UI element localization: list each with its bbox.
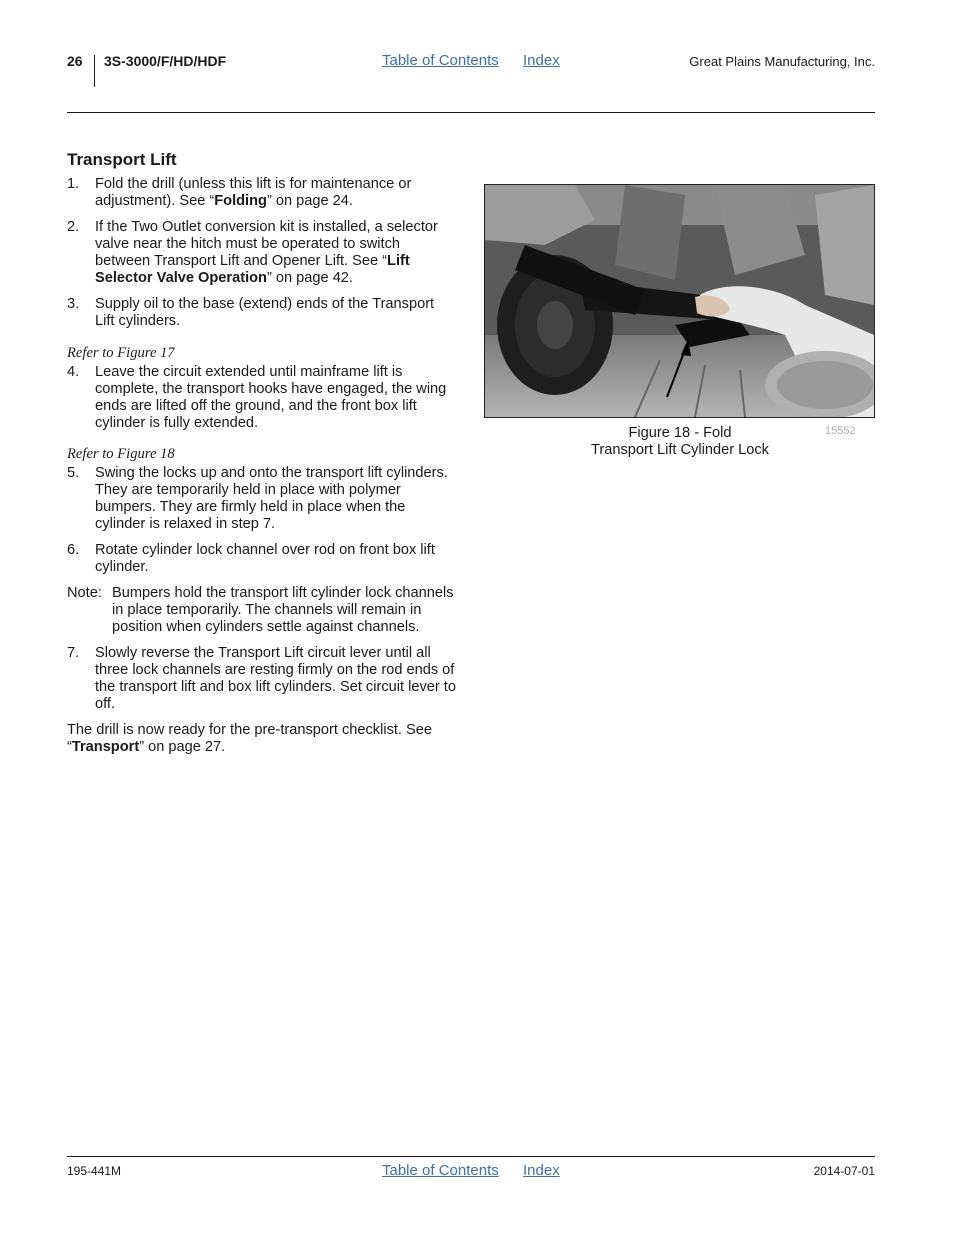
- step-text: Rotate cylinder lock channel over rod on front box lift cylinder.: [95, 542, 435, 575]
- cross-reference: Transport: [71, 739, 140, 755]
- step-number: 5.: [67, 465, 80, 481]
- transport-lift-photo: [485, 185, 874, 417]
- step-text: [95, 219, 457, 287]
- publication-date: 2014-07-01: [813, 1164, 875, 1178]
- caption-line: Figure 18 - Fold: [628, 425, 732, 441]
- note: [67, 585, 457, 636]
- footer-rule: [67, 1156, 875, 1157]
- step-4: [67, 364, 457, 432]
- step-text: Leave the circuit extended until mainframe lift is complete, the transport hooks have engaged, the wing ends are lifted off the ground, and the front box lift cylinder is fully extended.: [95, 364, 447, 431]
- step-text: [95, 176, 457, 210]
- step-text-part: ” on page 42.: [266, 270, 353, 286]
- section-title: Transport Lift: [67, 150, 177, 169]
- model-name: 3S-3000/F/HD/HDF: [104, 53, 227, 69]
- step-7: [67, 645, 457, 713]
- step-text: Supply oil to the base (extend) ends of the Transport Lift cylinders.: [95, 296, 435, 329]
- step-text: Swing the locks up and onto the transport lift cylinders. They are temporarily held in place with polymer bumpers. They are firmly held in place when the cylinder is relaxed in step 7.: [95, 465, 448, 532]
- header-index-link[interactable]: Index: [523, 52, 560, 69]
- cross-reference: Folding: [214, 193, 267, 209]
- figure-photo: [484, 184, 875, 418]
- step-text: Slowly reverse the Transport Lift circuit lever until all three lock channels are resting firmly on the rod ends of the transport lift and box lift cylinders. Set circuit lever to off.: [95, 645, 456, 712]
- document-number: 195-441M: [67, 1164, 122, 1178]
- cross-reference: Lift Selector Valve Operation: [95, 253, 410, 286]
- step-text-part: Fold the drill (unless this lift is for maintenance or adjustment). See “: [95, 176, 412, 209]
- step-1: [67, 176, 457, 210]
- closing-text-part: The drill is now ready for the pre-transport checklist. See “: [67, 722, 433, 755]
- header-rule: [67, 112, 875, 113]
- step-5: [67, 465, 457, 533]
- step-text-part: If the Two Outlet conversion kit is installed, a selector valve near the hitch must be operated to switch between Transport Lift and Opener Lift. See “: [95, 219, 438, 269]
- closing-paragraph: [67, 722, 457, 756]
- figure-reference: Refer to Figure 18: [67, 446, 175, 462]
- company-name: Great Plains Manufacturing, Inc.: [689, 54, 875, 69]
- step-number: 7.: [67, 645, 80, 661]
- step-number: 6.: [67, 542, 80, 558]
- step-6: [67, 542, 457, 576]
- step-number: 4.: [67, 364, 80, 380]
- step-number: 3.: [67, 296, 80, 312]
- figure-caption: [484, 425, 876, 459]
- figure-number: 15552: [825, 425, 856, 437]
- step-3: [67, 296, 457, 330]
- step-2: [67, 219, 457, 287]
- header-toc-link[interactable]: Table of Contents: [382, 52, 499, 69]
- footer-index-link[interactable]: Index: [523, 1162, 560, 1179]
- closing-text-part: ” on page 27.: [139, 739, 226, 755]
- step-number: 2.: [67, 219, 80, 235]
- note-label: Note:: [67, 585, 102, 601]
- header-divider: [94, 55, 95, 87]
- step-text-part: ” on page 24.: [266, 193, 353, 209]
- text-column: [67, 150, 457, 756]
- note-text: Bumpers hold the transport lift cylinder lock channels in place temporarily. The channels will remain in position when cylinders settle against channels.: [112, 585, 454, 635]
- page-number: 26: [67, 53, 83, 69]
- footer-toc-link[interactable]: Table of Contents: [382, 1162, 499, 1179]
- caption-line: Transport Lift Cylinder Lock: [591, 442, 769, 458]
- step-number: 1.: [67, 176, 80, 192]
- figure-reference: Refer to Figure 17: [67, 345, 175, 361]
